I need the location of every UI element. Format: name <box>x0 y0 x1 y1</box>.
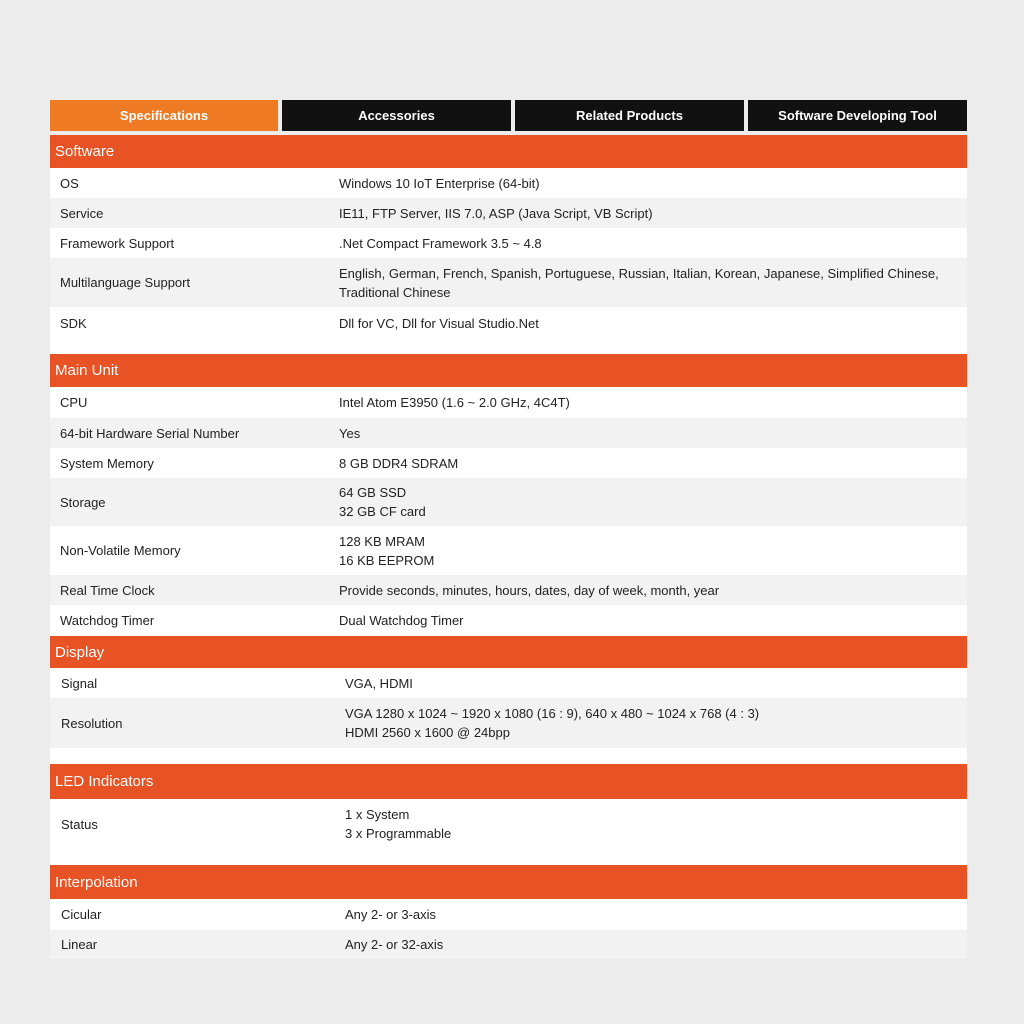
section-header-display <box>50 636 967 668</box>
spec-value <box>339 483 426 521</box>
spec-value-line: 3 x Programmable <box>345 826 452 841</box>
table-row <box>50 668 967 698</box>
spec-value: Any 2- or 32-axis <box>345 937 444 952</box>
tab-related-products[interactable]: Related Products <box>515 100 744 131</box>
tab-bar <box>50 100 967 131</box>
spec-value: Yes <box>339 425 361 441</box>
table-row <box>50 478 967 526</box>
spec-key: System Memory <box>60 455 154 471</box>
row-spacer <box>50 339 967 354</box>
spec-value: Dual Watchdog Timer <box>339 613 464 628</box>
tab-specifications[interactable]: Specifications <box>50 100 278 131</box>
spec-key: SDK <box>60 315 87 331</box>
table-row <box>50 930 967 959</box>
spec-value: VGA, HDMI <box>345 675 413 691</box>
section-header-main-unit <box>50 354 967 387</box>
spec-value: Provide seconds, minutes, hours, dates, day of week, month, year <box>339 582 720 598</box>
spec-key: Watchdog Timer <box>60 613 155 628</box>
spec-key: Multilanguage Support <box>60 275 191 290</box>
tab-software-developing-tool[interactable]: Software Developing Tool <box>748 100 967 131</box>
table-row <box>50 387 967 418</box>
table-row <box>50 698 967 748</box>
spec-key: 64-bit Hardware Serial Number <box>60 425 240 441</box>
table-row <box>50 575 967 605</box>
spec-value: Dll for VC, Dll for Visual Studio.Net <box>339 315 539 331</box>
spec-value: 8 GB DDR4 SDRAM <box>339 455 459 471</box>
table-row <box>50 799 967 849</box>
spec-key: Framework Support <box>60 235 175 251</box>
table-row <box>50 418 967 448</box>
spec-key: Non-Volatile Memory <box>60 543 181 558</box>
section-header-led-indicators <box>50 764 967 799</box>
spec-key: Cicular <box>61 907 102 922</box>
table-row <box>50 448 967 478</box>
section-title: Software <box>55 143 115 160</box>
spec-value <box>339 264 939 302</box>
table-row <box>50 228 967 258</box>
section-title: Main Unit <box>55 362 119 379</box>
section-title: Interpolation <box>55 873 138 891</box>
spec-value-line: 64 GB SSD <box>339 485 407 500</box>
table-row <box>50 605 967 636</box>
row-spacer <box>50 748 967 764</box>
spec-value-line: Traditional Chinese <box>339 284 451 300</box>
spec-key: Real Time Clock <box>60 582 155 598</box>
spec-key: Status <box>61 816 98 832</box>
table-row <box>50 899 967 930</box>
spec-value-line: 128 KB MRAM <box>339 533 425 549</box>
spec-value-line: HDMI 2560 x 1600 @ 24bpp <box>345 725 510 740</box>
spec-key: Resolution <box>61 715 123 731</box>
section-header-interpolation <box>50 865 967 899</box>
spec-value <box>339 532 434 570</box>
table-row <box>50 307 967 339</box>
table-row <box>50 198 967 228</box>
spec-value-line: 1 x System <box>345 807 410 822</box>
table-row <box>50 526 967 575</box>
table-row <box>50 258 967 307</box>
row-spacer <box>50 849 967 865</box>
spec-key: CPU <box>60 395 88 410</box>
table-row <box>50 168 967 198</box>
spec-value: Windows 10 IoT Enterprise (64-bit) <box>339 175 540 191</box>
spec-key: Service <box>60 205 104 221</box>
spec-value: Intel Atom E3950 (1.6 ~ 2.0 GHz, 4C4T) <box>339 395 570 410</box>
spec-value-line: 16 KB EEPROM <box>339 552 435 568</box>
spec-value-line: VGA 1280 x 1024 ~ 1920 x 1080 (16 : 9), 640 x 480 ~ 1024 x 768 (4 : 3) <box>345 706 760 721</box>
spec-value-line: English, German, French, Spanish, Portuguese, Russian, Italian, Korean, Japanese, Simplified Chinese, <box>339 265 939 281</box>
section-title: Display <box>55 643 105 661</box>
spec-key: Linear <box>61 937 98 952</box>
spec-key: Storage <box>60 494 106 510</box>
spec-value: .Net Compact Framework 3.5 ~ 4.8 <box>339 235 542 251</box>
spec-key: OS <box>60 175 79 191</box>
spec-value-line: 32 GB CF card <box>339 504 426 519</box>
spec-value <box>345 704 759 742</box>
tab-accessories[interactable]: Accessories <box>282 100 511 131</box>
spec-value: IE11, FTP Server, IIS 7.0, ASP (Java Script, VB Script) <box>339 205 653 221</box>
section-header-software <box>50 135 967 168</box>
spec-value <box>345 805 451 843</box>
section-title: LED Indicators <box>55 773 154 790</box>
spec-key: Signal <box>61 675 98 691</box>
spec-value: Any 2- or 3-axis <box>345 907 437 922</box>
